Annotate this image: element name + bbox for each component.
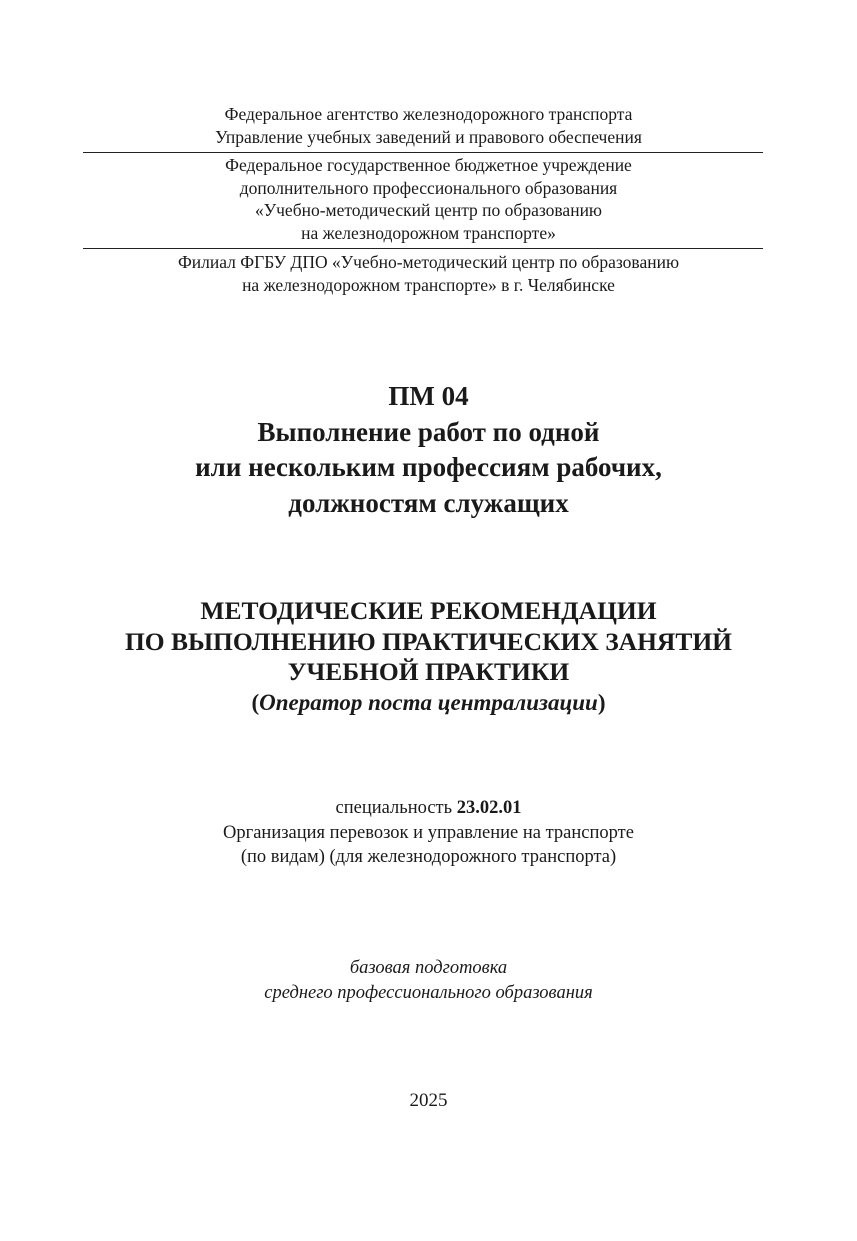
- publication-year: 2025: [409, 1090, 448, 1111]
- module-title-line: или нескольким профессиям рабочих,: [195, 452, 662, 482]
- preparation-line: среднего профессионального образования: [264, 983, 593, 1003]
- module-code: ПМ 04: [388, 381, 469, 411]
- module-title-line: должностям служащих: [288, 487, 569, 518]
- document-type-line: ПО ВЫПОЛНЕНИЮ ПРАКТИЧЕСКИХ ЗАНЯТИЙ: [124, 626, 733, 656]
- document-type: [0, 596, 857, 718]
- close-paren: ): [597, 689, 606, 715]
- qualification-name: Оператор поста централизации: [259, 689, 598, 715]
- agency-line: Управление учебных заведений и правового обеспечения: [215, 126, 642, 147]
- open-paren: (: [251, 689, 260, 715]
- preparation-level: [0, 956, 857, 1006]
- institution-line: на железнодорожном транспорте»: [301, 222, 556, 243]
- module-title-line: Выполнение работ по одной: [257, 416, 600, 447]
- document-type-line: УЧЕБНОЙ ПРАКТИКИ: [287, 657, 570, 686]
- institution-line: дополнительного профессионального образования: [239, 177, 618, 198]
- institution-line: Федеральное государственное бюджетное учреждение: [225, 155, 632, 175]
- institution-block: [0, 154, 857, 244]
- qualification-line: [0, 688, 857, 719]
- branch-line: на железнодорожном транспорте» в г. Челябинске: [242, 274, 615, 295]
- branch-block: [0, 251, 857, 296]
- specialty-label: специальность: [335, 798, 453, 818]
- header-divider: [83, 152, 763, 153]
- specialty-code: 23.02.01: [456, 798, 522, 818]
- specialty-name-line: Организация перевозок и управление на транспорте: [223, 822, 634, 843]
- specialty-name-line: (по видам) (для железнодорожного транспорта): [240, 847, 617, 867]
- branch-line: Филиал ФГБУ ДПО «Учебно-методический центр по образованию: [177, 252, 680, 272]
- header-divider: [83, 248, 763, 249]
- preparation-line: базовая подготовка: [349, 958, 508, 978]
- institution-line: «Учебно-методический центр по образованию: [254, 200, 603, 220]
- agency-line: Федеральное агентство железнодорожного транспорта: [224, 104, 633, 124]
- document-type-line: МЕТОДИЧЕСКИЕ РЕКОМЕНДАЦИИ: [200, 596, 657, 625]
- module-title: [0, 379, 857, 521]
- agency-block: [0, 103, 857, 148]
- specialty-line: [0, 796, 857, 821]
- specialty-block: [0, 796, 857, 870]
